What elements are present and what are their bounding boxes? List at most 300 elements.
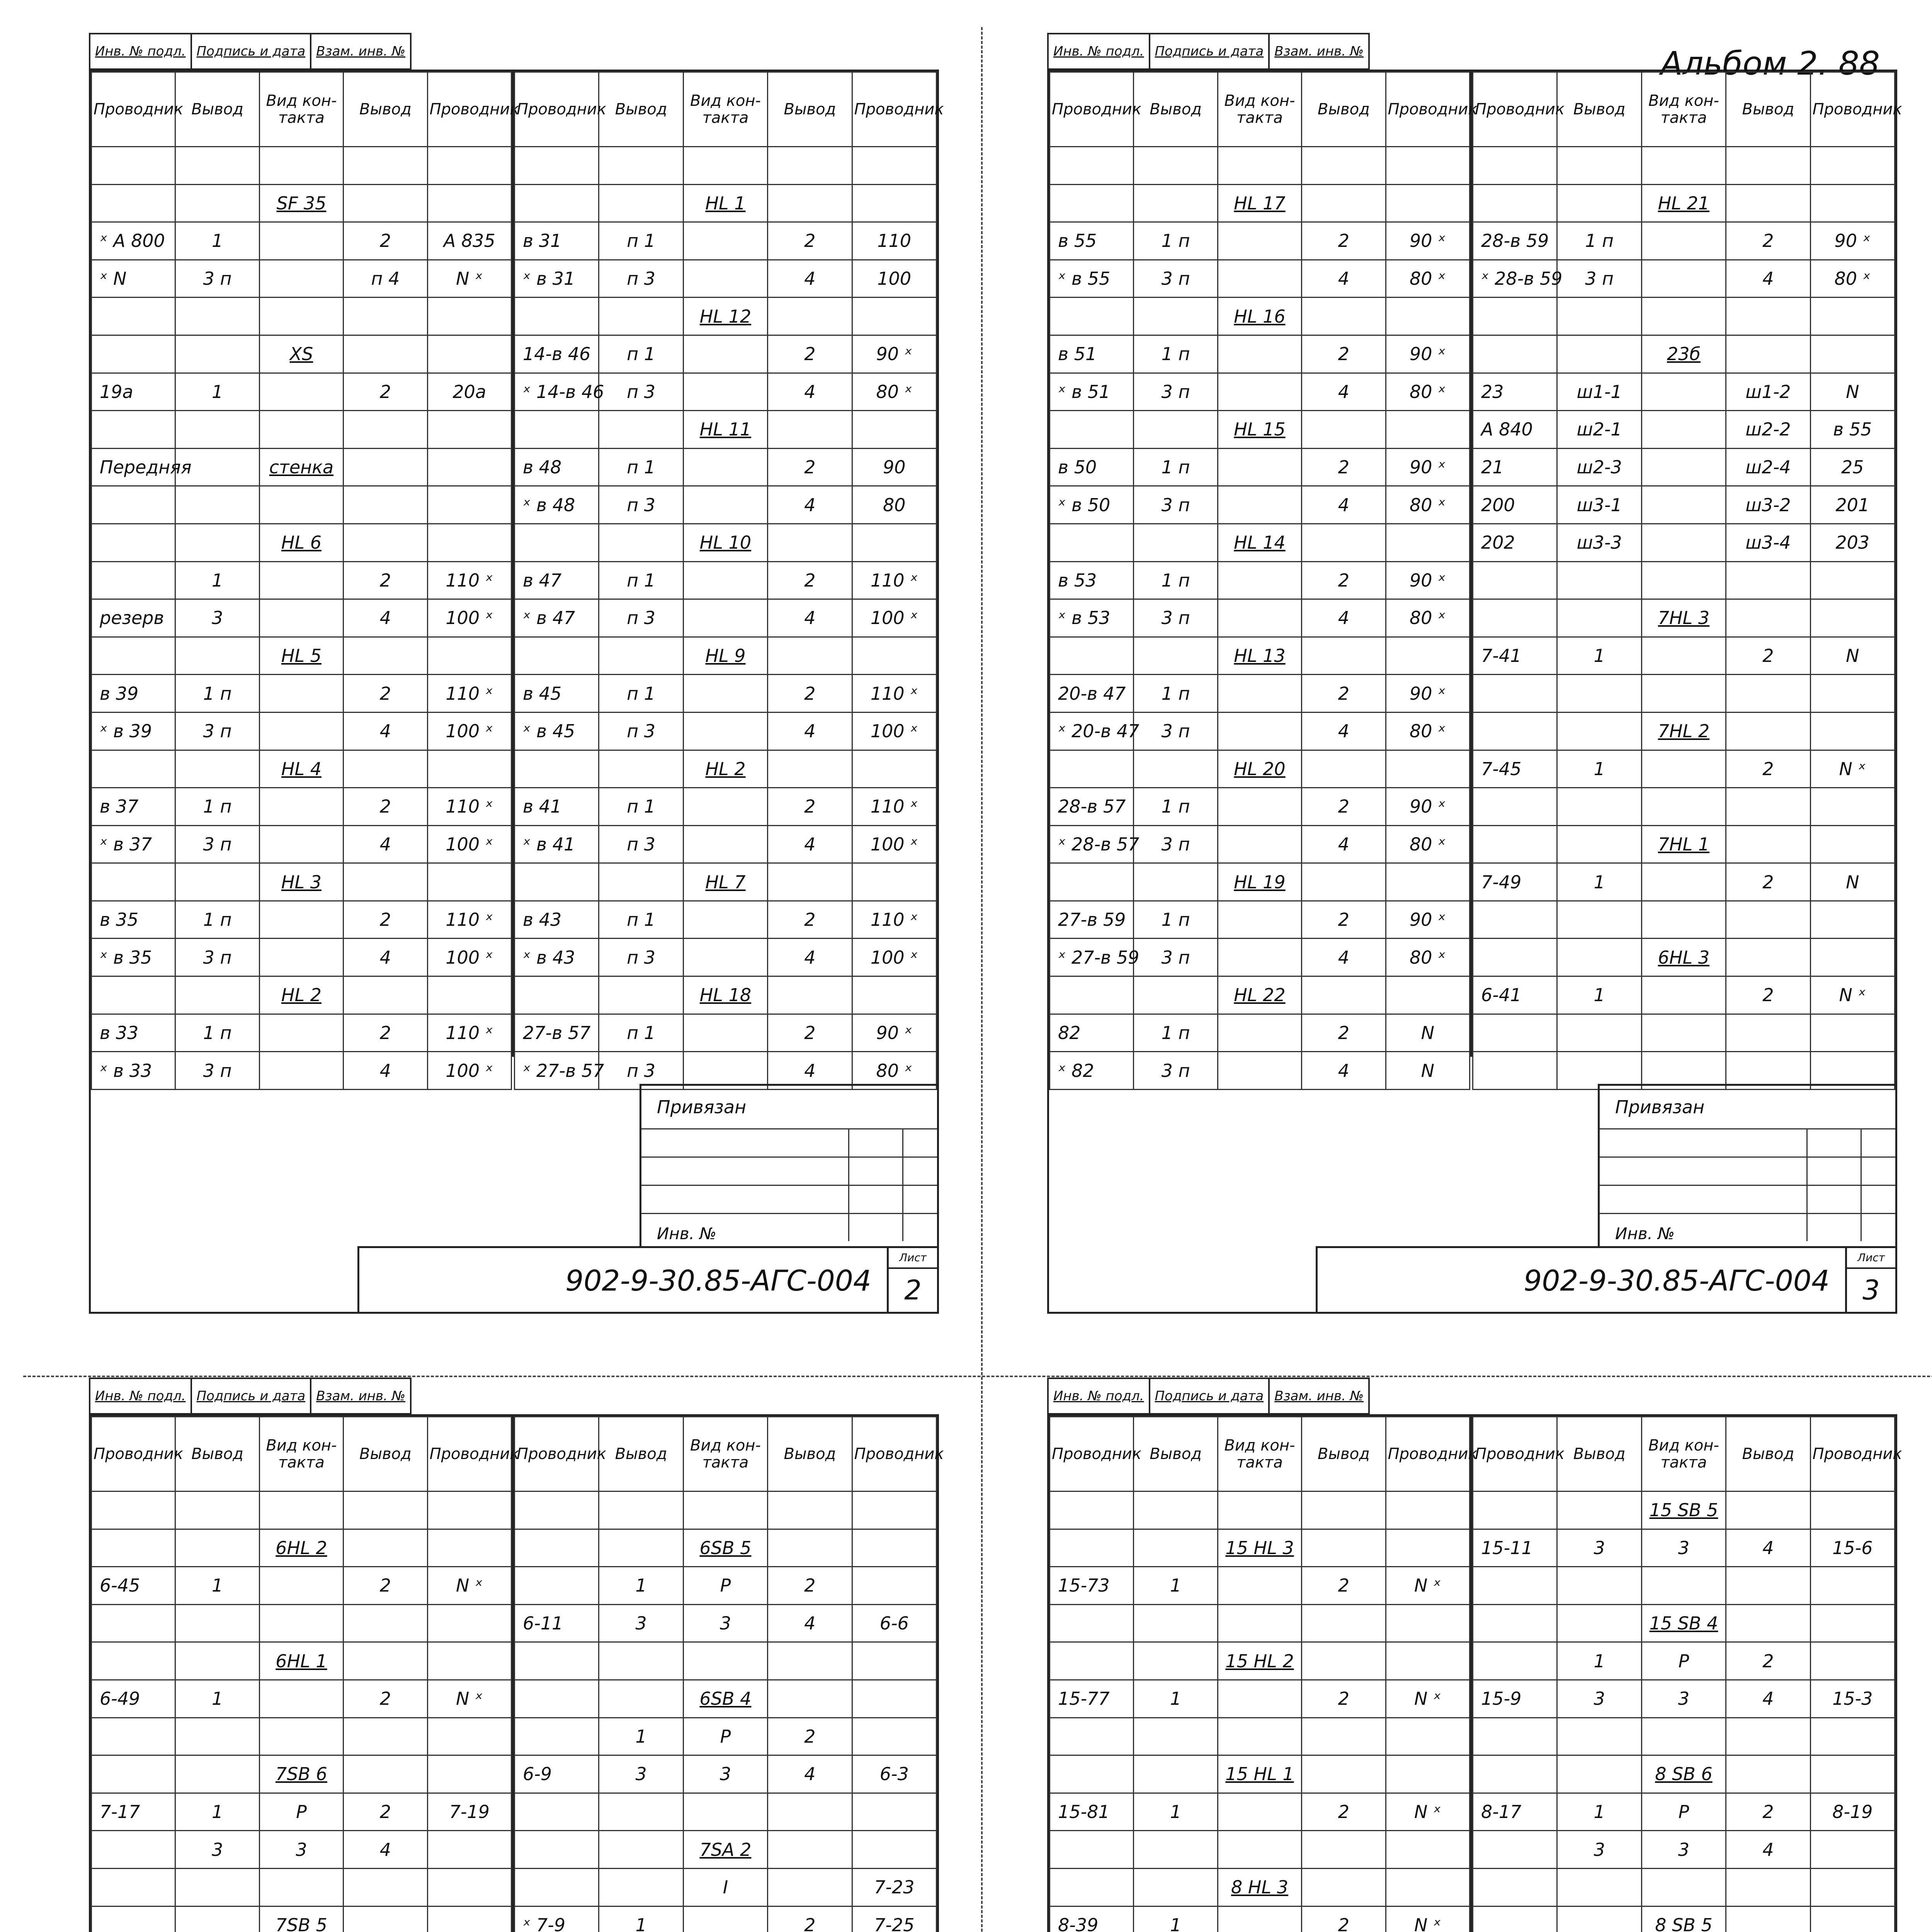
table-cell <box>427 486 511 524</box>
table-cell <box>1386 1642 1469 1680</box>
table-row <box>1050 1567 1470 1605</box>
table-cell <box>1050 184 1134 222</box>
table-cell <box>175 1718 259 1755</box>
table-cell: 3 <box>1557 1529 1641 1567</box>
table-cell: 201 <box>1810 486 1895 524</box>
table-cell <box>175 335 259 373</box>
table-cell: 2 <box>344 901 427 939</box>
table-cell: ˣ в 41 <box>515 825 599 863</box>
column-header: Проводник <box>515 72 599 147</box>
table-cell: 6HL 2 <box>259 1529 343 1567</box>
table-cell <box>1726 1906 1810 1932</box>
table-cell <box>344 1906 427 1932</box>
table-cell: Р <box>683 1567 767 1605</box>
table-cell: 3 п <box>1134 599 1218 637</box>
table-cell <box>852 863 936 901</box>
table-cell <box>1050 524 1134 561</box>
table-cell: 3 п <box>175 1052 259 1090</box>
table-row <box>92 298 512 335</box>
column-header: Проводник <box>1386 1417 1469 1492</box>
table-row <box>515 335 937 373</box>
table-cell: ˣ 27-в 57 <box>515 1052 599 1090</box>
table-cell: 1 п <box>175 901 259 939</box>
table-cell <box>344 184 427 222</box>
table-cell: 2 <box>344 222 427 260</box>
table-cell: 1 <box>1557 637 1641 675</box>
binding-cell <box>1600 1156 1806 1185</box>
table-cell <box>768 1529 852 1567</box>
table-cell <box>768 524 852 561</box>
table-cell <box>1386 1529 1469 1567</box>
table-cell: ш1-1 <box>1557 373 1641 411</box>
table-cell: 100 ˣ <box>852 712 936 750</box>
table-cell <box>92 976 175 1014</box>
table-cell <box>1302 637 1386 675</box>
table-row <box>515 1604 937 1642</box>
table-cell <box>599 1680 683 1718</box>
table-cell <box>515 184 599 222</box>
table-cell <box>683 1793 767 1831</box>
wiring-table <box>91 71 944 1081</box>
table-cell <box>683 901 767 939</box>
binding-cell <box>902 1128 937 1156</box>
table-cell: 4 <box>1302 825 1386 863</box>
table-cell: ш2-3 <box>1557 448 1641 486</box>
table-cell <box>852 1718 936 1755</box>
table-cell: 4 <box>344 939 427 976</box>
wire-table <box>514 1416 944 1932</box>
table-row <box>515 637 937 675</box>
table-cell <box>683 260 767 298</box>
column-header: Вывод <box>1726 72 1810 147</box>
table-cell <box>1641 1718 1726 1755</box>
table-cell: ˣ 82 <box>1050 1052 1134 1090</box>
table-cell <box>1641 561 1726 599</box>
table-cell <box>344 448 427 486</box>
table-row <box>1473 298 1895 335</box>
table-cell <box>515 863 599 901</box>
table-cell <box>1134 1868 1218 1906</box>
table-row <box>1473 1642 1895 1680</box>
table-cell: 15-11 <box>1473 1529 1557 1567</box>
wire-table <box>514 71 944 1090</box>
table-cell: 7-41 <box>1473 637 1557 675</box>
table-cell: 1 п <box>1134 561 1218 599</box>
table-cell <box>1473 599 1557 637</box>
table-row <box>1473 712 1895 750</box>
table-cell <box>1473 147 1557 185</box>
table-cell <box>427 1868 511 1906</box>
table-cell: в 53 <box>1050 561 1134 599</box>
header-row <box>1050 72 1470 147</box>
table-cell <box>427 976 511 1014</box>
table-cell: 6-9 <box>515 1755 599 1793</box>
table-cell <box>1134 184 1218 222</box>
table-cell <box>1302 411 1386 449</box>
table-cell: N ˣ <box>1810 750 1895 788</box>
table-cell <box>427 448 511 486</box>
table-cell <box>1641 788 1726 826</box>
table-cell <box>768 863 852 901</box>
table-row <box>1473 1906 1895 1932</box>
table-cell: 1 <box>599 1906 683 1932</box>
inventory-label: Инв. № <box>1615 1224 1675 1243</box>
table-cell <box>259 1680 343 1718</box>
column-header: Проводник <box>1473 1417 1557 1492</box>
table-cell <box>1726 1567 1810 1605</box>
table-cell: 2 <box>344 675 427 713</box>
table-cell <box>1557 1906 1641 1932</box>
table-cell <box>1302 147 1386 185</box>
sheet-3 <box>1047 44 1902 1314</box>
table-cell <box>852 411 936 449</box>
table-cell: 90 ˣ <box>1386 788 1469 826</box>
table-cell: в 31 <box>515 222 599 260</box>
table-row <box>1473 1492 1895 1529</box>
table-cell: 4 <box>768 1755 852 1793</box>
table-cell <box>852 1793 936 1831</box>
stamp-cell: Подпись и дата <box>1150 1379 1270 1413</box>
table-cell: в 41 <box>515 788 599 826</box>
binding-cell <box>1600 1185 1806 1213</box>
table-cell <box>515 1718 599 1755</box>
table-cell <box>1218 335 1301 373</box>
table-cell <box>1641 260 1726 298</box>
table-cell <box>427 1718 511 1755</box>
table-cell <box>599 1642 683 1680</box>
table-cell: 21 <box>1473 448 1557 486</box>
table-row <box>92 863 512 901</box>
binding-cell <box>1861 1185 1895 1213</box>
table-cell: ˣ в 55 <box>1050 260 1134 298</box>
table-cell: N <box>1386 1014 1469 1052</box>
table-cell: SF 35 <box>259 184 343 222</box>
table-cell <box>1386 750 1469 788</box>
table-row <box>1050 712 1470 750</box>
table-cell: резерв <box>92 599 175 637</box>
table-cell <box>427 147 511 185</box>
table-cell <box>1557 1755 1641 1793</box>
table-cell: 3 <box>175 1831 259 1869</box>
table-cell <box>1050 1604 1134 1642</box>
table-row <box>515 1567 937 1605</box>
table-cell <box>1218 712 1301 750</box>
table-cell: 6-6 <box>852 1604 936 1642</box>
table-cell <box>1641 486 1726 524</box>
table-cell <box>1050 1868 1134 1906</box>
table-cell: 110 <box>852 222 936 260</box>
binding-cell <box>1861 1213 1895 1241</box>
table-cell <box>1050 1718 1134 1755</box>
document-code: 902-9-30.85-АГС-004 <box>565 1264 871 1298</box>
table-cell: Р <box>683 1718 767 1755</box>
table-cell: п 3 <box>599 825 683 863</box>
table-row <box>92 1567 512 1605</box>
table-cell <box>259 1492 343 1529</box>
table-row <box>515 147 937 185</box>
table-cell <box>1473 1868 1557 1906</box>
table-cell <box>1302 1492 1386 1529</box>
stamp-cell: Инв. № подл. <box>1049 1379 1150 1413</box>
table-cell: 6HL 3 <box>1641 939 1726 976</box>
table-cell <box>599 1529 683 1567</box>
binding-cell <box>641 1156 848 1185</box>
table-row <box>1473 1831 1895 1869</box>
table-row <box>515 1793 937 1831</box>
table-cell: 2 <box>1302 1567 1386 1605</box>
table-cell <box>1134 863 1218 901</box>
table-cell: 8-19 <box>1810 1793 1895 1831</box>
table-cell <box>1473 184 1557 222</box>
table-cell <box>599 411 683 449</box>
table-cell: N ˣ <box>1386 1567 1469 1605</box>
table-cell: ˣ в 31 <box>515 260 599 298</box>
table-cell: Р <box>1641 1642 1726 1680</box>
wire-table <box>1049 71 1478 1090</box>
table-cell <box>852 1831 936 1869</box>
table-cell <box>344 1755 427 1793</box>
table-cell: 8 SB 6 <box>1641 1755 1726 1793</box>
table-cell <box>1218 486 1301 524</box>
table-row <box>92 524 512 561</box>
table-cell <box>683 599 767 637</box>
table-cell: 1 п <box>1134 901 1218 939</box>
table-cell <box>1386 1718 1469 1755</box>
table-cell: N <box>1810 863 1895 901</box>
table-cell: 3 п <box>1134 1052 1218 1090</box>
table-cell <box>344 1868 427 1906</box>
binding-block <box>639 1084 937 1246</box>
table-cell: 7SB 5 <box>259 1906 343 1932</box>
table-cell <box>683 712 767 750</box>
table-cell <box>1810 675 1895 713</box>
table-cell: ˣ в 45 <box>515 712 599 750</box>
table-row <box>92 939 512 976</box>
table-cell <box>1302 1604 1386 1642</box>
table-cell: п 1 <box>599 1014 683 1052</box>
table-row <box>92 750 512 788</box>
table-row <box>92 675 512 713</box>
table-row <box>1473 675 1895 713</box>
table-cell <box>344 976 427 1014</box>
table-cell <box>427 1906 511 1932</box>
table-cell <box>599 1793 683 1831</box>
binding-cell <box>1861 1128 1895 1156</box>
table-cell: 2 <box>1726 637 1810 675</box>
table-cell <box>175 976 259 1014</box>
table-cell: I <box>683 1868 767 1906</box>
table-cell <box>259 825 343 863</box>
stamp-cell: Взам. инв. № <box>316 1388 406 1404</box>
table-cell: 2 <box>1726 1793 1810 1831</box>
table-cell <box>175 1492 259 1529</box>
table-cell: 1 п <box>175 788 259 826</box>
table-cell <box>1557 1604 1641 1642</box>
table-row <box>1050 1755 1470 1793</box>
table-cell <box>1473 675 1557 713</box>
table-cell: 7-19 <box>427 1793 511 1831</box>
table-cell <box>1386 184 1469 222</box>
table-cell: 3 <box>683 1604 767 1642</box>
table-cell <box>259 222 343 260</box>
table-cell: 2 <box>1726 976 1810 1014</box>
table-cell <box>259 1868 343 1906</box>
table-cell <box>1726 335 1810 373</box>
table-cell <box>259 298 343 335</box>
table-cell <box>768 184 852 222</box>
table-cell <box>1557 788 1641 826</box>
table-cell: HL 21 <box>1641 184 1726 222</box>
table-cell: п 4 <box>344 260 427 298</box>
table-row <box>1050 788 1470 826</box>
table-half-left <box>1049 1416 1478 1932</box>
wiring-table <box>91 1416 944 1932</box>
column-header: Проводник <box>1810 72 1895 147</box>
table-cell <box>1810 335 1895 373</box>
table-cell <box>1473 1642 1557 1680</box>
table-cell <box>427 411 511 449</box>
table-cell <box>1050 1492 1134 1529</box>
table-cell: 1 <box>599 1718 683 1755</box>
table-cell: 2 <box>1302 448 1386 486</box>
table-cell: N <box>1386 1052 1469 1090</box>
table-cell: 80 <box>852 486 936 524</box>
table-cell: 2 <box>768 1567 852 1605</box>
table-cell <box>1302 1868 1386 1906</box>
table-cell: 1 п <box>1134 675 1218 713</box>
table-row <box>1050 147 1470 185</box>
table-cell <box>92 1831 175 1869</box>
table-cell <box>1726 147 1810 185</box>
table-cell <box>1218 675 1301 713</box>
stamp-cell: Инв. № подл. <box>90 34 192 68</box>
album-label: Альбом 2. 88 <box>1660 44 1880 82</box>
table-cell <box>1473 1755 1557 1793</box>
table-cell <box>1050 411 1134 449</box>
table-row <box>1473 335 1895 373</box>
table-cell: 2 <box>344 1567 427 1605</box>
table-cell <box>599 976 683 1014</box>
table-cell <box>1473 1014 1557 1052</box>
table-cell: 8-39 <box>1050 1906 1134 1932</box>
table-cell <box>1302 1529 1386 1567</box>
table-cell <box>1641 298 1726 335</box>
table-cell <box>515 1642 599 1680</box>
table-row <box>515 901 937 939</box>
table-cell: 100 ˣ <box>852 599 936 637</box>
table-row <box>1473 1868 1895 1906</box>
sheet-2 <box>89 44 944 1314</box>
table-row <box>515 1906 937 1932</box>
binding-cell <box>1806 1156 1861 1185</box>
table-cell <box>259 1604 343 1642</box>
table-cell: 80 ˣ <box>1386 599 1469 637</box>
table-cell: 80 ˣ <box>1386 260 1469 298</box>
table-cell: 100 ˣ <box>427 825 511 863</box>
table-cell: ш2-4 <box>1726 448 1810 486</box>
table-cell: ˣ А 800 <box>92 222 175 260</box>
table-row <box>1050 901 1470 939</box>
table-cell: 90 ˣ <box>852 1014 936 1052</box>
table-row <box>92 184 512 222</box>
table-cell <box>1302 298 1386 335</box>
binding-cell <box>1600 1128 1806 1156</box>
table-cell <box>1641 1014 1726 1052</box>
column-header: Вывод <box>1726 1417 1810 1492</box>
table-cell: 110 ˣ <box>427 675 511 713</box>
sheet-number: 3 <box>1862 1274 1880 1306</box>
table-cell: 15 HL 3 <box>1218 1529 1301 1567</box>
table-cell <box>1641 750 1726 788</box>
table-cell <box>515 1868 599 1906</box>
table-cell <box>1218 1604 1301 1642</box>
table-cell: 2 <box>344 788 427 826</box>
sheet-label: Лист <box>889 1248 937 1269</box>
table-cell: N ˣ <box>1386 1906 1469 1932</box>
column-header: Проводник <box>92 1417 175 1492</box>
column-header: Вид кон- такта <box>259 72 343 147</box>
table-cell <box>515 411 599 449</box>
table-cell <box>1810 147 1895 185</box>
header-row <box>1473 72 1895 147</box>
table-cell <box>92 411 175 449</box>
table-cell <box>427 524 511 561</box>
sheet-number: 2 <box>904 1274 922 1306</box>
binding-cell <box>641 1128 848 1156</box>
table-cell <box>344 335 427 373</box>
table-cell: 2 <box>768 901 852 939</box>
column-header: Проводник <box>1473 72 1557 147</box>
table-row <box>515 976 937 1014</box>
table-cell: 80 ˣ <box>852 373 936 411</box>
table-cell <box>683 448 767 486</box>
table-cell <box>1641 901 1726 939</box>
table-row <box>92 637 512 675</box>
table-cell <box>599 637 683 675</box>
table-row <box>1050 1680 1470 1718</box>
table-cell <box>1218 1906 1301 1932</box>
table-cell <box>852 298 936 335</box>
table-cell: 1 <box>1557 1793 1641 1831</box>
table-cell: 15-81 <box>1050 1793 1134 1831</box>
table-cell <box>1050 1831 1134 1869</box>
table-cell <box>175 1604 259 1642</box>
table-cell <box>259 1052 343 1090</box>
table-cell <box>1134 1492 1218 1529</box>
table-cell: 1 <box>1134 1567 1218 1605</box>
column-header: Проводник <box>427 72 511 147</box>
table-cell: 4 <box>1726 1680 1810 1718</box>
table-cell <box>768 411 852 449</box>
signature-stamp <box>1047 33 1370 70</box>
table-cell <box>1218 825 1301 863</box>
table-cell: 1 п <box>1134 222 1218 260</box>
table-cell <box>1218 147 1301 185</box>
stamp-cell: Инв. № подл. <box>1049 34 1150 68</box>
table-half-left <box>91 71 519 1081</box>
table-cell: 90 ˣ <box>852 335 936 373</box>
table-cell <box>683 561 767 599</box>
table-cell <box>1302 1642 1386 1680</box>
table-cell: HL 7 <box>683 863 767 901</box>
table-cell: 1 <box>599 1567 683 1605</box>
table-cell: 4 <box>344 599 427 637</box>
table-cell <box>599 184 683 222</box>
table-cell <box>1218 260 1301 298</box>
table-cell: N ˣ <box>1810 976 1895 1014</box>
table-row <box>1050 1014 1470 1052</box>
table-cell: ˣ в 50 <box>1050 486 1134 524</box>
